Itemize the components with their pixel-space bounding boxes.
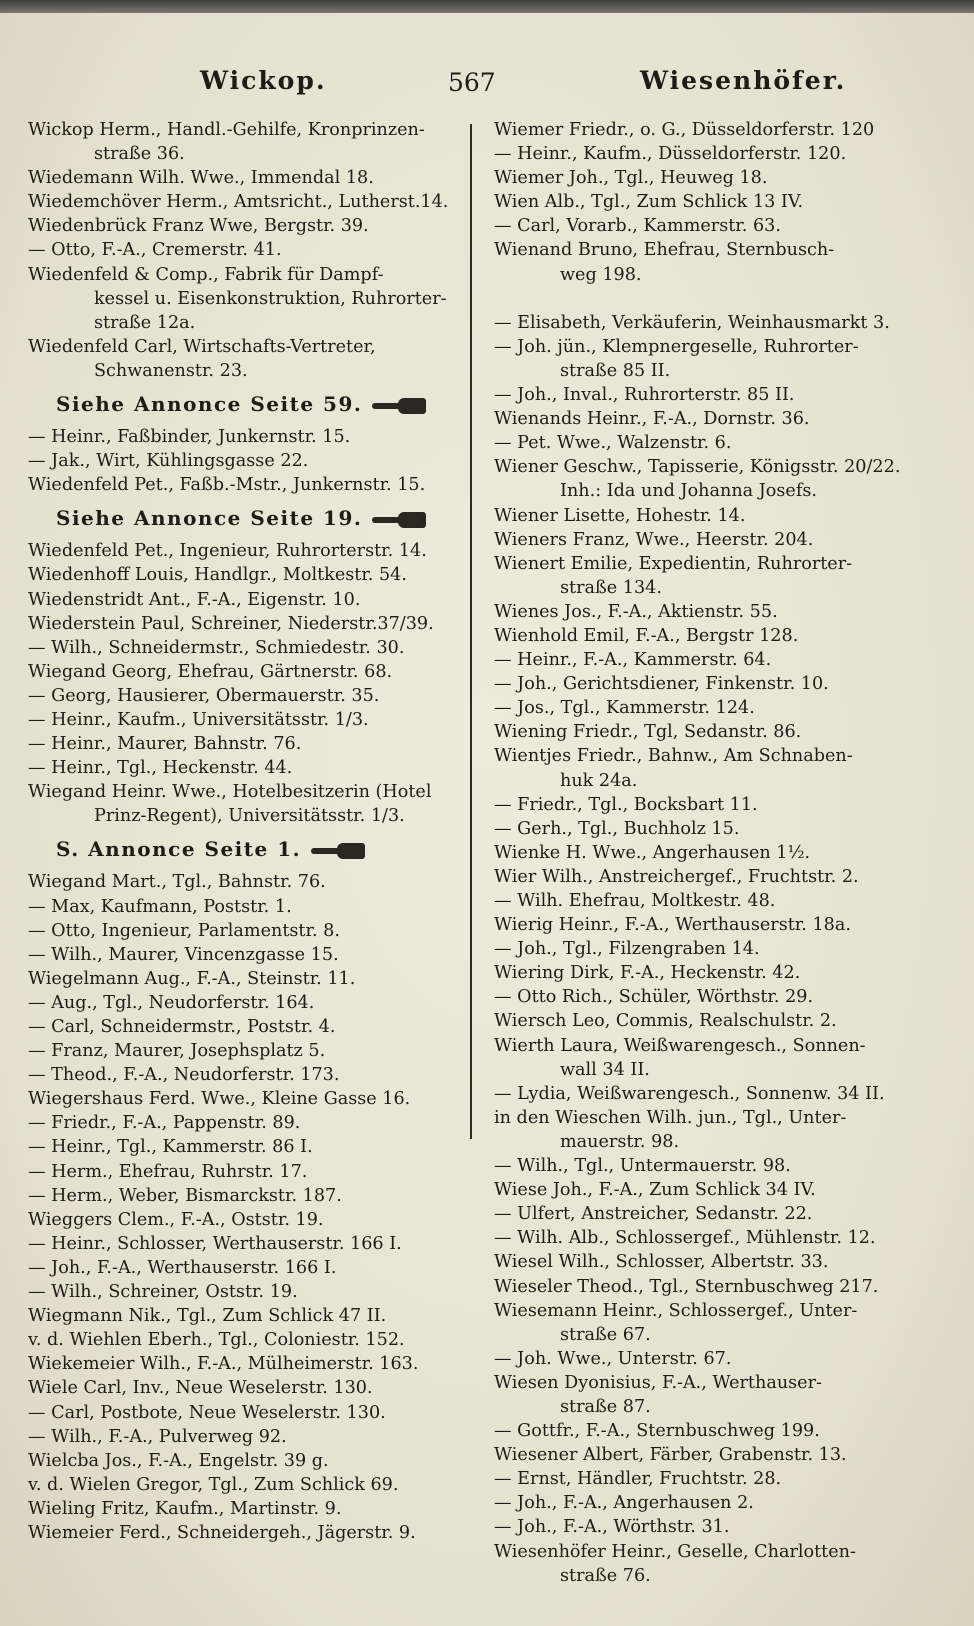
directory-entry <box>28 895 465 919</box>
directory-entry <box>494 576 949 600</box>
entry-text: Wiegand Mart., Tgl., Bahnstr. 76. <box>28 872 326 893</box>
directory-entry <box>494 142 949 166</box>
entry-text: — Carl, Postbote, Neue Weselerstr. 130. <box>28 1402 386 1423</box>
entry-text: Wiemer Friedr., o. G., Düsseldorferstr. 120 <box>494 120 875 140</box>
directory-entry <box>28 660 465 684</box>
directory-entry <box>28 1063 465 1087</box>
entry-text: Wierig Heinr., F.-A., Werthauserstr. 18a. <box>494 915 851 936</box>
entry-text: — Gottfr., F.-A., Sternbuschweg 199. <box>494 1421 820 1442</box>
directory-entry <box>494 407 949 431</box>
directory-entry <box>494 118 949 142</box>
directory-entry <box>494 1009 949 1033</box>
entry-text: straße 12a. <box>94 312 196 333</box>
entry-text: Wiegershaus Ferd. Wwe., Kleine Gasse 16. <box>28 1089 411 1110</box>
entry-text: v. d. Wielen Gregor, Tgl., Zum Schlick 69. <box>28 1474 399 1495</box>
directory-entry <box>494 889 949 913</box>
entry-text: Wiedenfeld Pet., Ingenieur, Ruhrorterstr. 14. <box>28 541 427 562</box>
directory-entry <box>28 1160 465 1184</box>
directory-entry <box>494 817 949 841</box>
entry-text: Wiemeier Ferd., Schneidergeh., Jägerstr. 9. <box>28 1522 416 1543</box>
entry-text: Siehe Annonce Seite 19. <box>56 506 363 531</box>
directory-entry <box>28 166 465 190</box>
entry-text: — Wilh., Schneidermstr., Schmiedestr. 30. <box>28 637 405 658</box>
directory-entry <box>494 672 949 696</box>
directory-entry <box>28 870 465 894</box>
entry-text: — Wilh., Schreiner, Oststr. 19. <box>28 1282 298 1303</box>
entry-text: — Jak., Wirt, Kühlingsgasse 22. <box>28 451 309 472</box>
entry-text: Wiedemchöver Herm., Amtsricht., Lutherst.14. <box>28 192 449 213</box>
entry-text: — Carl, Vorarb., Kammerstr. 63. <box>494 216 781 237</box>
entry-text: Wiedenfeld & Comp., Fabrik für Dampf- <box>28 264 384 285</box>
directory-entry <box>28 612 465 636</box>
entry-text: — Friedr., Tgl., Bocksbart 11. <box>494 794 758 815</box>
directory-entry <box>494 1467 949 1491</box>
entry-text: Wien Alb., Tgl., Zum Schlick 13 IV. <box>494 192 804 213</box>
entry-text: Wiesel Wilh., Schlosser, Albertstr. 33. <box>494 1252 829 1273</box>
directory-entry <box>28 1111 465 1135</box>
directory-entry <box>494 624 949 648</box>
entry-text: — Joh. Wwe., Unterstr. 67. <box>494 1348 732 1369</box>
entry-text: Wiering Dirk, F.-A., Heckenstr. 42. <box>494 963 801 984</box>
entry-text: — Pet. Wwe., Walzenstr. 6. <box>494 433 732 454</box>
entry-text: Wieling Fritz, Kaufm., Martinstr. 9. <box>28 1498 342 1519</box>
column-divider <box>470 124 472 1139</box>
entry-text: Wienes Jos., F.-A., Aktienstr. 55. <box>494 601 778 622</box>
entry-text: — Friedr., F.-A., Pappenstr. 89. <box>28 1113 301 1134</box>
directory-entry <box>28 1473 465 1497</box>
directory-entry <box>494 1275 949 1299</box>
entry-text: — Herm., Weber, Bismarckstr. 187. <box>28 1185 342 1206</box>
directory-entry <box>28 1232 465 1256</box>
entry-text: — Wilh., Tgl., Untermauerstr. 98. <box>494 1156 791 1177</box>
entry-text: mauerstr. 98. <box>560 1131 680 1152</box>
directory-entry <box>494 190 949 214</box>
entry-text: straße 134. <box>560 577 662 598</box>
directory-entry <box>28 425 465 449</box>
entry-text: — Heinr., Tgl., Heckenstr. 44. <box>28 758 293 779</box>
directory-entry <box>28 1401 465 1425</box>
entry-text: — Joh., Tgl., Filzengraben 14. <box>494 939 760 960</box>
entry-text: Wienand Bruno, Ehefrau, Sternbusch- <box>494 240 835 261</box>
entry-text: huk 24a. <box>560 770 638 791</box>
entry-text: Wienke H. Wwe., Angerhausen 1½. <box>494 842 811 863</box>
entry-text: Wienhold Emil, F.-A., Bergstr 128. <box>494 625 799 646</box>
directory-entry <box>28 1184 465 1208</box>
directory-entry <box>28 142 465 166</box>
entry-text: Wiedenstridt Ant., F.-A., Eigenstr. 10. <box>28 589 361 610</box>
entry-text: — Heinr., Tgl., Kammerstr. 86 I. <box>28 1137 313 1158</box>
entry-text: Wiegand Georg, Ehefrau, Gärtnerstr. 68. <box>28 661 393 682</box>
directory-entry <box>28 214 465 238</box>
entry-text: — Joh. jün., Klempnergeselle, Ruhrorter- <box>494 336 859 357</box>
directory-entry <box>28 263 465 287</box>
directory-entry <box>28 1015 465 1039</box>
entry-text: straße 85 II. <box>560 360 671 381</box>
directory-entry <box>494 865 949 889</box>
directory-entry <box>494 913 949 937</box>
pointing-hand-icon <box>311 843 367 859</box>
directory-entry <box>494 263 949 287</box>
entry-text: — Wilh. Ehefrau, Moltkestr. 48. <box>494 891 776 911</box>
entry-text: Schwanenstr. 23. <box>94 360 248 381</box>
directory-entry <box>28 967 465 991</box>
entry-text: Wiening Friedr., Tgl, Sedanstr. 86. <box>494 722 802 743</box>
entry-text: Wiedenbrück Franz Wwe, Bergstr. 39. <box>28 216 369 237</box>
header-right-keyword: Wiesenhöfer. <box>640 66 847 95</box>
entry-text: weg 198. <box>560 264 642 285</box>
directory-entry <box>494 1564 949 1588</box>
directory-entry <box>28 588 465 612</box>
entry-text: Wiedenfeld Pet., Faßb.-Mstr., Junkernstr. 15. <box>28 475 426 496</box>
directory-entry <box>28 1328 465 1352</box>
directory-entry <box>494 1371 949 1395</box>
directory-entry <box>494 744 949 768</box>
entry-text: Wier Wilh., Anstreichergef., Fruchtstr. 2. <box>494 866 859 887</box>
entry-text: — Georg, Hausierer, Obermauerstr. 35. <box>28 685 380 706</box>
directory-entry <box>28 311 465 335</box>
directory-entry <box>28 919 465 943</box>
directory-entry <box>494 1178 949 1202</box>
directory-entry <box>494 1226 949 1250</box>
directory-entry <box>28 539 465 563</box>
directory-entry <box>28 287 465 311</box>
entry-text: S. Annonce Seite 1. <box>56 837 302 862</box>
directory-entry <box>28 1497 465 1521</box>
entry-text: — Ernst, Händler, Fruchtstr. 28. <box>494 1469 782 1490</box>
directory-entry <box>494 961 949 985</box>
entry-text: wall 34 II. <box>560 1059 650 1080</box>
entry-text: Siehe Annonce Seite 59. <box>56 392 363 417</box>
entry-text: — Heinr., Schlosser, Werthauserstr. 166 I. <box>28 1233 402 1254</box>
directory-entry <box>494 1540 949 1564</box>
directory-entry <box>494 1395 949 1419</box>
entry-text: Wickop Herm., Handl.-Gehilfe, Kronprinzen- <box>28 120 425 140</box>
entry-text: Wiesen Dyonisius, F.-A., Werthauser- <box>494 1372 822 1393</box>
entry-text: Wieggers Clem., F.-A., Oststr. 19. <box>28 1209 324 1230</box>
directory-entry <box>494 1491 949 1515</box>
directory-entry <box>494 1082 949 1106</box>
entry-text: — Heinr., Maurer, Bahnstr. 76. <box>28 734 302 755</box>
entry-text: — Wilh. Alb., Schlossergef., Mühlenstr. 12. <box>494 1228 876 1249</box>
annonce-notice <box>28 383 465 425</box>
directory-entry <box>494 1323 949 1347</box>
left-column <box>28 118 465 1545</box>
directory-entry <box>28 756 465 780</box>
entry-text: Wieseler Theod., Tgl., Sternbuschweg 217. <box>494 1276 879 1297</box>
blank-line <box>494 287 949 311</box>
entry-text: Wiesener Albert, Färber, Grabenstr. 13. <box>494 1445 847 1466</box>
entry-text: Wiegelmann Aug., F.-A., Steinstr. 11. <box>28 968 356 989</box>
entry-text: Wiesemann Heinr., Schlossergef., Unter- <box>494 1300 858 1321</box>
entry-text: — Elisabeth, Verkäuferin, Weinhausmarkt 3. <box>494 312 890 333</box>
directory-entry <box>494 504 949 528</box>
entry-text: — Carl, Schneidermstr., Poststr. 4. <box>28 1017 336 1037</box>
entry-text: Wiele Carl, Inv., Neue Weselerstr. 130. <box>28 1378 373 1399</box>
entry-text: Wiekemeier Wilh., F.-A., Mülheimerstr. 163. <box>28 1354 419 1375</box>
directory-entry <box>494 793 949 817</box>
directory-entry <box>494 1250 949 1274</box>
directory-entry <box>494 600 949 624</box>
directory-entry <box>494 1130 949 1154</box>
entry-text: Prinz-Regent), Universitätsstr. 1/3. <box>94 806 405 827</box>
directory-entry <box>494 455 949 479</box>
header-left-keyword: Wickop. <box>200 66 327 95</box>
directory-entry <box>494 1058 949 1082</box>
directory-entry <box>28 684 465 708</box>
directory-entry <box>494 1299 949 1323</box>
entry-text: kessel u. Eisenkonstruktion, Ruhrorter- <box>94 288 447 309</box>
directory-entry <box>28 1449 465 1473</box>
entry-text: Inh.: Ida und Johanna Josefs. <box>560 481 817 502</box>
directory-entry <box>28 732 465 756</box>
directory-entry <box>494 648 949 672</box>
entry-text: — Otto, Ingenieur, Parlamentstr. 8. <box>28 920 340 941</box>
entry-text: — Joh., F.-A., Wörthstr. 31. <box>494 1517 730 1538</box>
directory-entry <box>494 359 949 383</box>
directory-entry <box>494 238 949 262</box>
entry-text: — Herm., Ehefrau, Ruhrstr. 17. <box>28 1161 308 1182</box>
directory-entry <box>494 696 949 720</box>
directory-entry <box>494 335 949 359</box>
entry-text: Wiemer Joh., Tgl., Heuweg 18. <box>494 168 768 189</box>
entry-text: Wieners Franz, Wwe., Heerstr. 204. <box>494 529 814 550</box>
directory-entry <box>28 636 465 660</box>
entry-text: — Theod., F.-A., Neudorferstr. 173. <box>28 1065 340 1086</box>
entry-text: Wienert Emilie, Expedientin, Ruhrorter- <box>494 553 853 574</box>
directory-entry <box>494 1443 949 1467</box>
entry-text: straße 87. <box>560 1396 651 1417</box>
entry-text: Wienands Heinr., F.-A., Dornstr. 36. <box>494 409 810 430</box>
entry-text: Wientjes Friedr., Bahnw., Am Schnaben- <box>494 746 853 767</box>
directory-entry <box>28 1304 465 1328</box>
entry-text: Wiesenhöfer Heinr., Geselle, Charlotten- <box>494 1541 856 1562</box>
entry-text: Wiegmann Nik., Tgl., Zum Schlick 47 II. <box>28 1306 387 1327</box>
entry-text: — Ulfert, Anstreicher, Sedanstr. 22. <box>494 1204 813 1225</box>
entry-text: — Jos., Tgl., Kammerstr. 124. <box>494 698 755 719</box>
directory-entry <box>494 985 949 1009</box>
entry-text: Wiese Joh., F.-A., Zum Schlick 34 IV. <box>494 1180 816 1201</box>
entry-text: Wiersch Leo, Commis, Realschulstr. 2. <box>494 1011 837 1032</box>
directory-entry <box>28 1280 465 1304</box>
entry-text: — Wilh., F.-A., Pulverweg 92. <box>28 1426 287 1447</box>
entry-text: in den Wieschen Wilh. jun., Tgl., Unter- <box>494 1107 847 1128</box>
entry-text: — Joh., F.-A., Werthauserstr. 166 I. <box>28 1257 337 1278</box>
entry-text: Wiedenhoff Louis, Handlgr., Moltkestr. 54. <box>28 565 407 586</box>
directory-entry <box>494 841 949 865</box>
directory-entry <box>494 1419 949 1443</box>
pointing-hand-icon <box>372 512 428 528</box>
directory-entry <box>494 214 949 238</box>
directory-entry <box>28 991 465 1015</box>
directory-entry <box>494 431 949 455</box>
entry-text: — Joh., Gerichtsdiener, Finkenstr. 10. <box>494 674 829 695</box>
entry-text: straße 76. <box>560 1565 651 1586</box>
directory-entry <box>28 359 465 383</box>
entry-text: Wiener Lisette, Hohestr. 14. <box>494 505 746 526</box>
entry-text: — Heinr., F.-A., Kammerstr. 64. <box>494 650 772 671</box>
directory-entry <box>494 1154 949 1178</box>
directory-entry <box>494 937 949 961</box>
directory-entry <box>494 1034 949 1058</box>
entry-text: — Wilh., Maurer, Vincenzgasse 15. <box>28 944 339 965</box>
entry-text: straße 67. <box>560 1324 651 1345</box>
directory-entry <box>28 118 465 142</box>
entry-text: — Otto Rich., Schüler, Wörthstr. 29. <box>494 987 814 1008</box>
right-column <box>494 118 949 1588</box>
directory-entry <box>494 528 949 552</box>
directory-entry <box>494 1515 949 1539</box>
directory-entry <box>28 1352 465 1376</box>
entry-text: Wiener Geschw., Tapisserie, Königsstr. 20/22. <box>494 457 901 478</box>
entry-text: — Lydia, Weißwarengesch., Sonnenw. 34 II. <box>494 1083 885 1104</box>
page-number: 567 <box>448 68 496 97</box>
entry-text: straße 36. <box>94 144 185 165</box>
directory-entry <box>494 479 949 503</box>
entry-text: Wierth Laura, Weißwarengesch., Sonnen- <box>494 1035 866 1056</box>
entry-text: — Otto, F.-A., Cremerstr. 41. <box>28 240 282 261</box>
directory-entry <box>28 780 465 804</box>
entry-text: v. d. Wiehlen Eberh., Tgl., Coloniestr. 152. <box>28 1330 405 1351</box>
entry-text: — Heinr., Kaufm., Düsseldorferstr. 120. <box>494 144 847 165</box>
page-header <box>28 66 948 106</box>
directory-entry <box>494 720 949 744</box>
directory-entry <box>28 1087 465 1111</box>
directory-entry <box>494 1347 949 1371</box>
directory-entry <box>28 943 465 967</box>
pointing-hand-icon <box>372 398 428 414</box>
directory-entry <box>494 383 949 407</box>
directory-entry <box>28 335 465 359</box>
entry-text: — Joh., F.-A., Angerhausen 2. <box>494 1493 754 1514</box>
entry-text: — Heinr., Kaufm., Universitätsstr. 1/3. <box>28 709 369 730</box>
entry-text: — Joh., Inval., Ruhrorterstr. 85 II. <box>494 385 795 406</box>
directory-entry <box>28 1256 465 1280</box>
directory-entry <box>28 708 465 732</box>
directory-entry <box>28 1208 465 1232</box>
directory-entry <box>28 1135 465 1159</box>
directory-entry <box>28 1425 465 1449</box>
directory-entry <box>28 1521 465 1545</box>
annonce-notice <box>28 497 465 539</box>
directory-entry <box>28 449 465 473</box>
entry-text: — Max, Kaufmann, Poststr. 1. <box>28 896 292 917</box>
scan-edge <box>0 0 974 13</box>
entry-text: Wielcba Jos., F.-A., Engelstr. 39 g. <box>28 1450 329 1471</box>
directory-entry <box>28 804 465 828</box>
annonce-notice <box>28 828 465 870</box>
directory-entry <box>494 1106 949 1130</box>
directory-entry <box>28 238 465 262</box>
directory-entry <box>28 1376 465 1400</box>
directory-entry <box>28 473 465 497</box>
directory-entry <box>28 563 465 587</box>
entry-text: Wiegand Heinr. Wwe., Hotelbesitzerin (Hotel <box>28 782 432 803</box>
directory-entry <box>28 190 465 214</box>
entry-text: Wiedemann Wilh. Wwe., Immendal 18. <box>28 168 374 189</box>
directory-entry <box>494 552 949 576</box>
entry-text: Wiedenfeld Carl, Wirtschafts-Vertreter, <box>28 336 376 357</box>
entry-text: Wiederstein Paul, Schreiner, Niederstr.37/39. <box>28 613 434 634</box>
directory-entry <box>494 311 949 335</box>
entry-text: — Franz, Maurer, Josephsplatz 5. <box>28 1041 326 1062</box>
directory-entry <box>28 1039 465 1063</box>
directory-entry <box>494 1202 949 1226</box>
entry-text: — Heinr., Faßbinder, Junkernstr. 15. <box>28 427 351 448</box>
directory-entry <box>494 769 949 793</box>
entry-text: — Aug., Tgl., Neudorferstr. 164. <box>28 992 315 1013</box>
directory-entry <box>494 166 949 190</box>
entry-text: — Gerh., Tgl., Buchholz 15. <box>494 818 740 839</box>
